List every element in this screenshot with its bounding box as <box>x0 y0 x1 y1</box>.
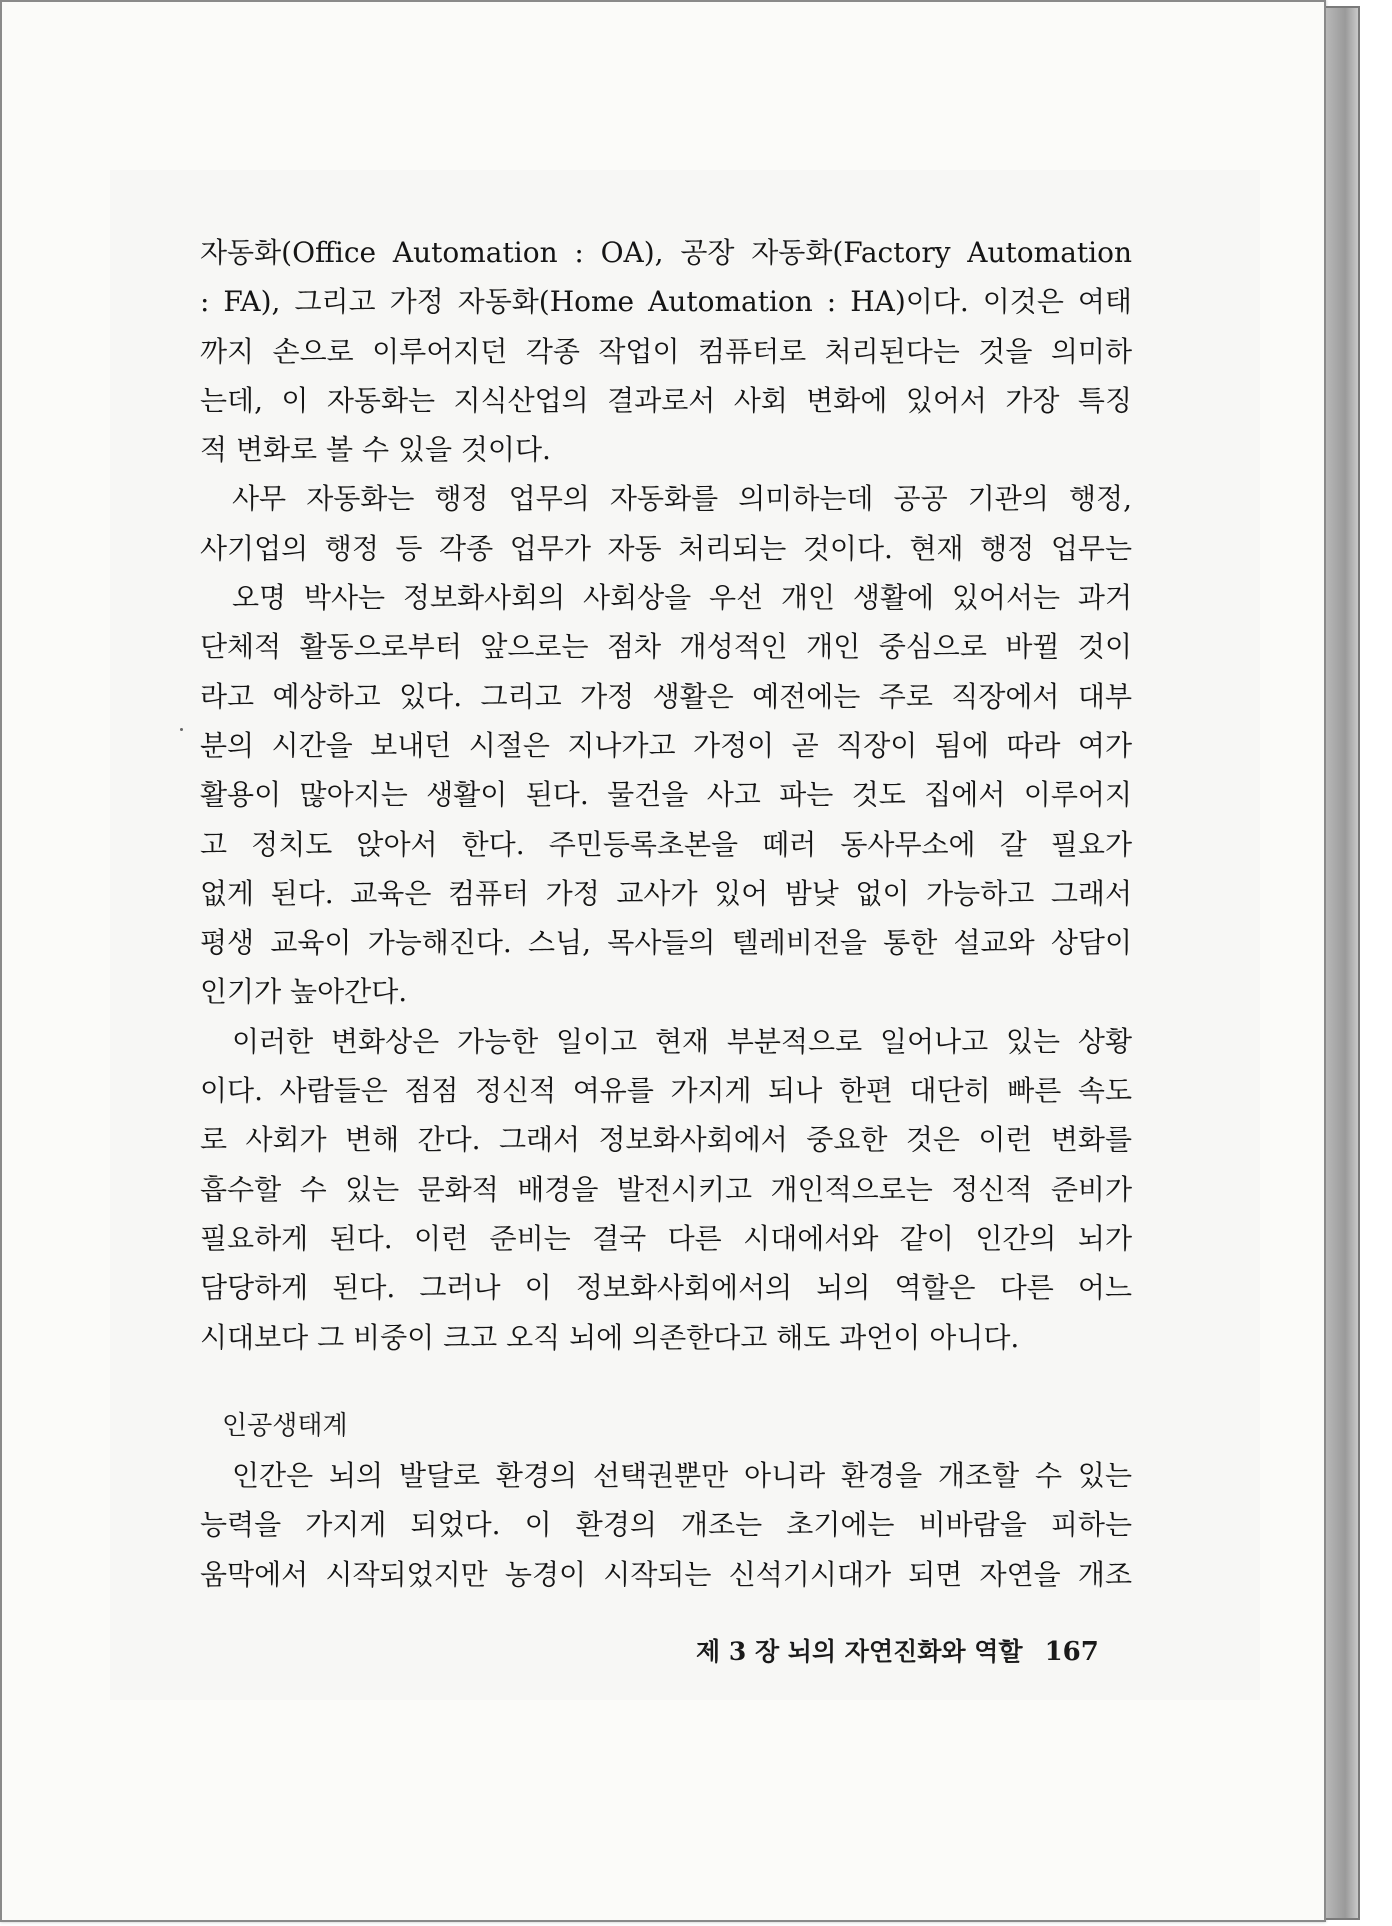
text-line: 인기가 높아간다. <box>200 975 408 1009</box>
text-line: 필요하게 된다. 이런 준비는 결국 다른 시대에서와 같이 인간의 뇌가 <box>200 1221 1132 1255</box>
text-line: 활용이 많아지는 생활이 된다. 물건을 사고 파는 것도 집에서 이루어지 <box>200 778 1132 812</box>
scan-speck <box>180 728 183 731</box>
text-line: 라고 예상하고 있다. 그리고 가정 생활은 예전에는 주로 직장에서 대부 <box>200 679 1132 713</box>
text-line: 단체적 활동으로부터 앞으로는 점차 개성적인 개인 중심으로 바뀔 것이 <box>200 630 1132 664</box>
text-line: 인간은 뇌의 발달로 환경의 선택권뿐만 아니라 환경을 개조할 수 있는 <box>232 1459 1132 1493</box>
text-line: 시대보다 그 비중이 크고 오직 뇌에 의존한다고 해도 과언이 아니다. <box>200 1320 1020 1354</box>
section-gap <box>200 1362 1132 1402</box>
text-line: 오명 박사는 정보화사회의 사회상을 우선 개인 생활에 있어서는 과거 <box>232 581 1132 615</box>
text-line: 흡수할 수 있는 문화적 배경을 발전시키고 개인적으로는 정신적 준비가 <box>200 1172 1132 1206</box>
text-line: 평생 교육이 가능해진다. 스님, 목사들의 텔레비전을 통한 설교와 상담이 <box>200 926 1132 960</box>
text-block <box>200 228 1132 1599</box>
text-line: 는데, 이 자동화는 지식산업의 결과로서 사회 변화에 있어서 가장 특징 <box>200 383 1132 417</box>
text-line: 로 사회가 변해 간다. 그래서 정보화사회에서 중요한 것은 이런 변화를 <box>200 1123 1132 1157</box>
text-line: 사무 자동화는 행정 업무의 자동화를 의미하는데 공공 기관의 행정, <box>232 482 1132 516</box>
text-line: 움막에서 시작되었지만 농경이 시작되는 신석기시대가 되면 자연을 개조 <box>200 1557 1132 1591</box>
chapter-title: 제 3 장 뇌의 자연진화와 역할 <box>696 1637 1023 1666</box>
text-line: 자동화(Office Automation : OA), 공장 자동화(Factory Automation <box>200 236 1132 269</box>
text-line: 고 정치도 앉아서 한다. 주민등록초본을 떼러 동사무소에 갈 필요가 <box>200 827 1132 861</box>
text-line: 이다. 사람들은 점점 정신적 여유를 가지게 되나 한편 대단히 빠른 속도 <box>200 1074 1132 1108</box>
text-line: 까지 손으로 이루어지던 각종 작업이 컴퓨터로 처리된다는 것을 의미하 <box>200 334 1132 368</box>
text-line: 적 변화로 볼 수 있을 것이다. <box>200 433 551 467</box>
text-line: 담당하게 된다. 그러나 이 정보화사회에서의 뇌의 역할은 다른 어느 <box>200 1271 1132 1305</box>
text-line: 능력을 가지게 되었다. 이 환경의 개조는 초기에는 비바람을 피하는 <box>200 1508 1132 1542</box>
page-number: 167 <box>1044 1637 1099 1667</box>
text-line: 없게 된다. 교육은 컴퓨터 가정 교사가 있어 밤낮 없이 가능하고 그래서 <box>200 876 1132 910</box>
text-line: 이러한 변화상은 가능한 일이고 현재 부분적으로 일어나고 있는 상황 <box>232 1024 1132 1058</box>
section-heading: 인공생태계 <box>222 1410 348 1441</box>
text-line: : FA), 그리고 가정 자동화(Home Automation : HA)이다. 이것은 여태 <box>200 285 1132 319</box>
text-line: 분의 시간을 보내던 시절은 지나가고 가정이 곧 직장이 됨에 따라 여가 <box>200 728 1132 762</box>
text-line: 사기업의 행정 등 각종 업무가 자동 처리되는 것이다. 현재 행정 업무는 <box>200 531 1132 565</box>
page-footer <box>696 1632 1099 1668</box>
page-edge <box>1326 6 1360 1920</box>
